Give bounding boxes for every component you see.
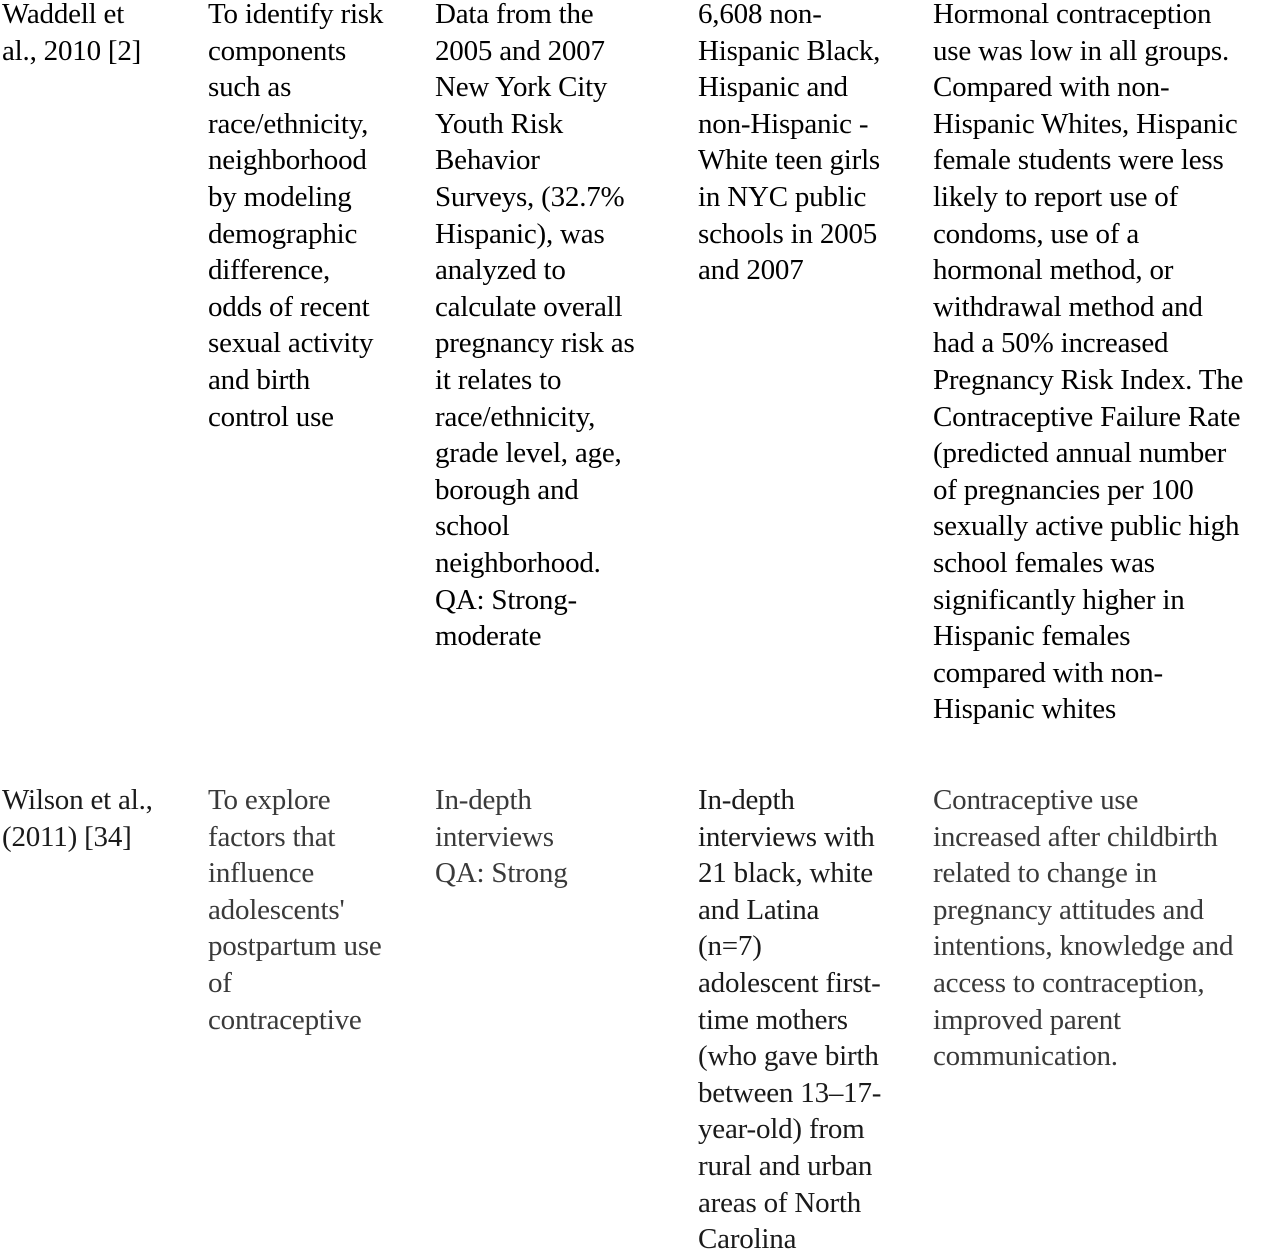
sample-line: interviews with [698,820,875,853]
purpose-line: factors that [208,820,336,853]
sample-line: time mothers [698,1003,848,1036]
design-line: it relates to [435,363,562,396]
purpose-cell [208,782,382,1038]
sample-line: Carolina [698,1223,797,1256]
findings-line: Compared with non- [933,71,1170,104]
design-line: pregnancy risk as [435,327,635,360]
purpose-line: To identify risk [208,0,384,30]
findings-line: sexually active public high [933,510,1240,543]
design-cell [435,782,568,892]
design-line: QA: Strong [435,857,568,890]
findings-line: Pregnancy Risk Index. The [933,363,1244,396]
purpose-line: by modeling [208,180,352,213]
sample-line: and 2007 [698,254,804,287]
findings-line: female students were less [933,144,1224,177]
findings-line: intentions, knowledge and [933,930,1234,963]
findings-line: Hispanic Whites, Hispanic [933,107,1238,140]
findings-line: Contraceptive Failure Rate [933,400,1241,433]
sample-cell [698,0,880,289]
findings-line: improved parent [933,1003,1121,1036]
study-line: al., 2010 [2] [2,34,142,67]
findings-cell [933,782,1233,1075]
findings-line: significantly higher in [933,583,1185,616]
findings-line: Hispanic whites [933,693,1117,726]
purpose-line: difference, [208,254,331,287]
study-line: Wilson et al., [2,784,153,816]
purpose-cell [208,0,383,435]
sample-line: rural and urban [698,1149,873,1182]
purpose-line: race/ethnicity, [208,107,369,140]
purpose-line: components [208,34,347,67]
design-line: Hispanic), was [435,217,605,250]
design-line: Behavior [435,144,540,177]
sample-line: between 13–17- [698,1076,882,1109]
sample-line: schools in 2005 [698,217,878,250]
purpose-line: influence [208,857,315,890]
design-line: neighborhood. [435,546,601,579]
design-line: 2005 and 2007 [435,34,605,67]
sample-line: adolescent first- [698,966,881,999]
sample-cell [698,782,881,1258]
sample-line: year-old) from [698,1113,865,1146]
study-line: Waddell et [2,0,125,30]
design-line: In-depth [435,784,532,816]
purpose-line: adolescents' [208,893,345,926]
findings-line: hormonal method, or [933,254,1174,287]
purpose-line: such as [208,71,292,104]
sample-line: 21 black, white [698,857,873,890]
design-line: Data from the [435,0,594,30]
findings-line: use was low in all groups. [933,34,1230,67]
design-line: analyzed to [435,254,566,287]
purpose-line: demographic [208,217,358,250]
findings-line: communication. [933,1040,1118,1073]
purpose-line: sexual activity [208,327,374,360]
findings-line: Contraceptive use [933,784,1139,816]
design-line: moderate [435,620,542,653]
findings-line: condoms, use of a [933,217,1140,250]
purpose-line: postpartum use [208,930,382,963]
findings-line: compared with non- [933,656,1163,689]
purpose-line: contraceptive [208,1003,362,1036]
findings-line: school females was [933,546,1155,579]
purpose-line: To explore [208,784,331,816]
findings-line: pregnancy attitudes and [933,893,1204,926]
findings-line: of pregnancies per 100 [933,473,1194,506]
findings-line: likely to report use of [933,180,1179,213]
findings-line: increased after childbirth [933,820,1218,853]
findings-line: access to contraception, [933,966,1205,999]
sample-line: in NYC public [698,180,867,213]
sample-line: Hispanic and [698,71,848,104]
design-line: calculate overall [435,290,623,323]
findings-line: (predicted annual number [933,437,1227,470]
study-cell [2,0,141,69]
sample-line: non-Hispanic - [698,107,869,140]
design-line: QA: Strong- [435,583,577,616]
sample-line: In-depth [698,784,795,816]
findings-line: Hormonal contraception [933,0,1212,30]
design-line: New York City [435,71,608,104]
study-line: (2011) [34] [2,820,132,853]
sample-line: and Latina [698,893,820,926]
purpose-line: control use [208,400,334,433]
design-cell [435,0,635,655]
sample-line: (who gave birth [698,1040,879,1073]
findings-line: had a 50% increased [933,327,1169,360]
purpose-line: odds of recent [208,290,370,323]
findings-line: Hispanic females [933,620,1131,653]
findings-cell [933,0,1243,728]
study-cell [2,782,153,855]
design-line: Youth Risk [435,107,564,140]
design-line: borough and [435,473,579,506]
design-line: interviews [435,820,554,853]
design-line: grade level, age, [435,437,622,470]
purpose-line: of [208,966,232,999]
design-line: Surveys, (32.7% [435,180,625,213]
design-line: race/ethnicity, [435,400,596,433]
findings-line: related to change in [933,857,1157,890]
sample-line: (n=7) [698,930,762,963]
purpose-line: neighborhood [208,144,367,177]
design-line: school [435,510,510,543]
findings-line: withdrawal method and [933,290,1203,323]
sample-line: 6,608 non- [698,0,822,30]
sample-line: White teen girls [698,144,881,177]
purpose-line: and birth [208,363,311,396]
sample-line: areas of North [698,1186,862,1219]
sample-line: Hispanic Black, [698,34,881,67]
